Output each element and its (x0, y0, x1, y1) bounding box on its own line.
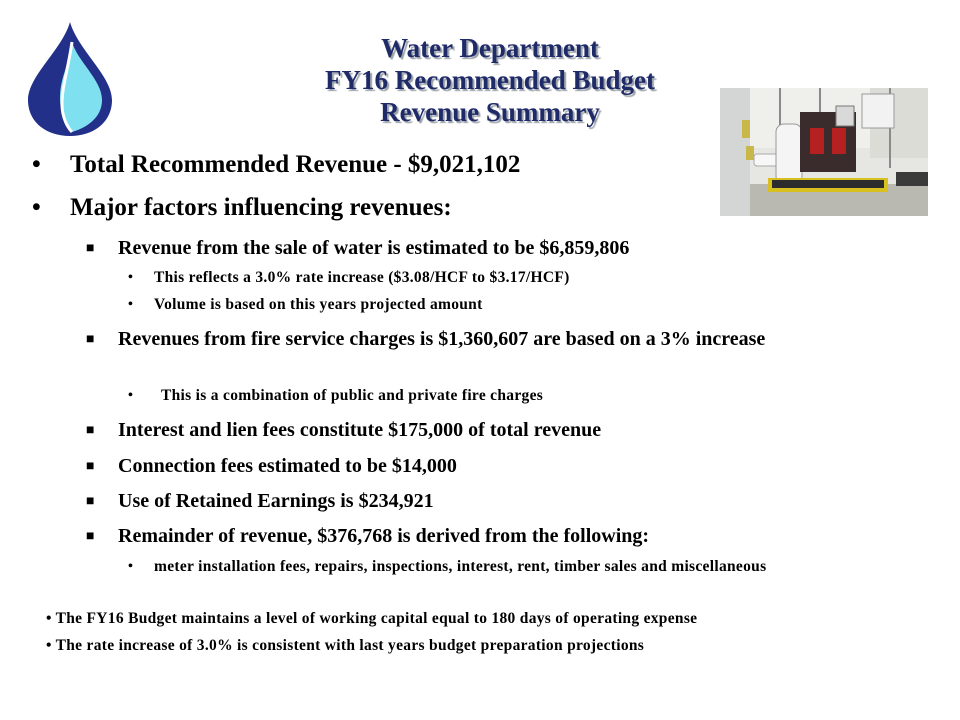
footer-rate-consistency: • The rate increase of 3.0% is consistent with last years budget preparation projections (46, 637, 645, 654)
slide-title (200, 32, 780, 128)
pump-station-photo (720, 88, 928, 216)
title-line-3: Revenue Summary (380, 97, 600, 127)
title-line-2: FY16 Recommended Budget (325, 65, 655, 95)
footer-working-capital: • The FY16 Budget maintains a level of working capital equal to 180 days of operating expense (46, 610, 698, 627)
water-drop-icon (22, 20, 122, 138)
title-line-1: Water Department (381, 33, 599, 63)
